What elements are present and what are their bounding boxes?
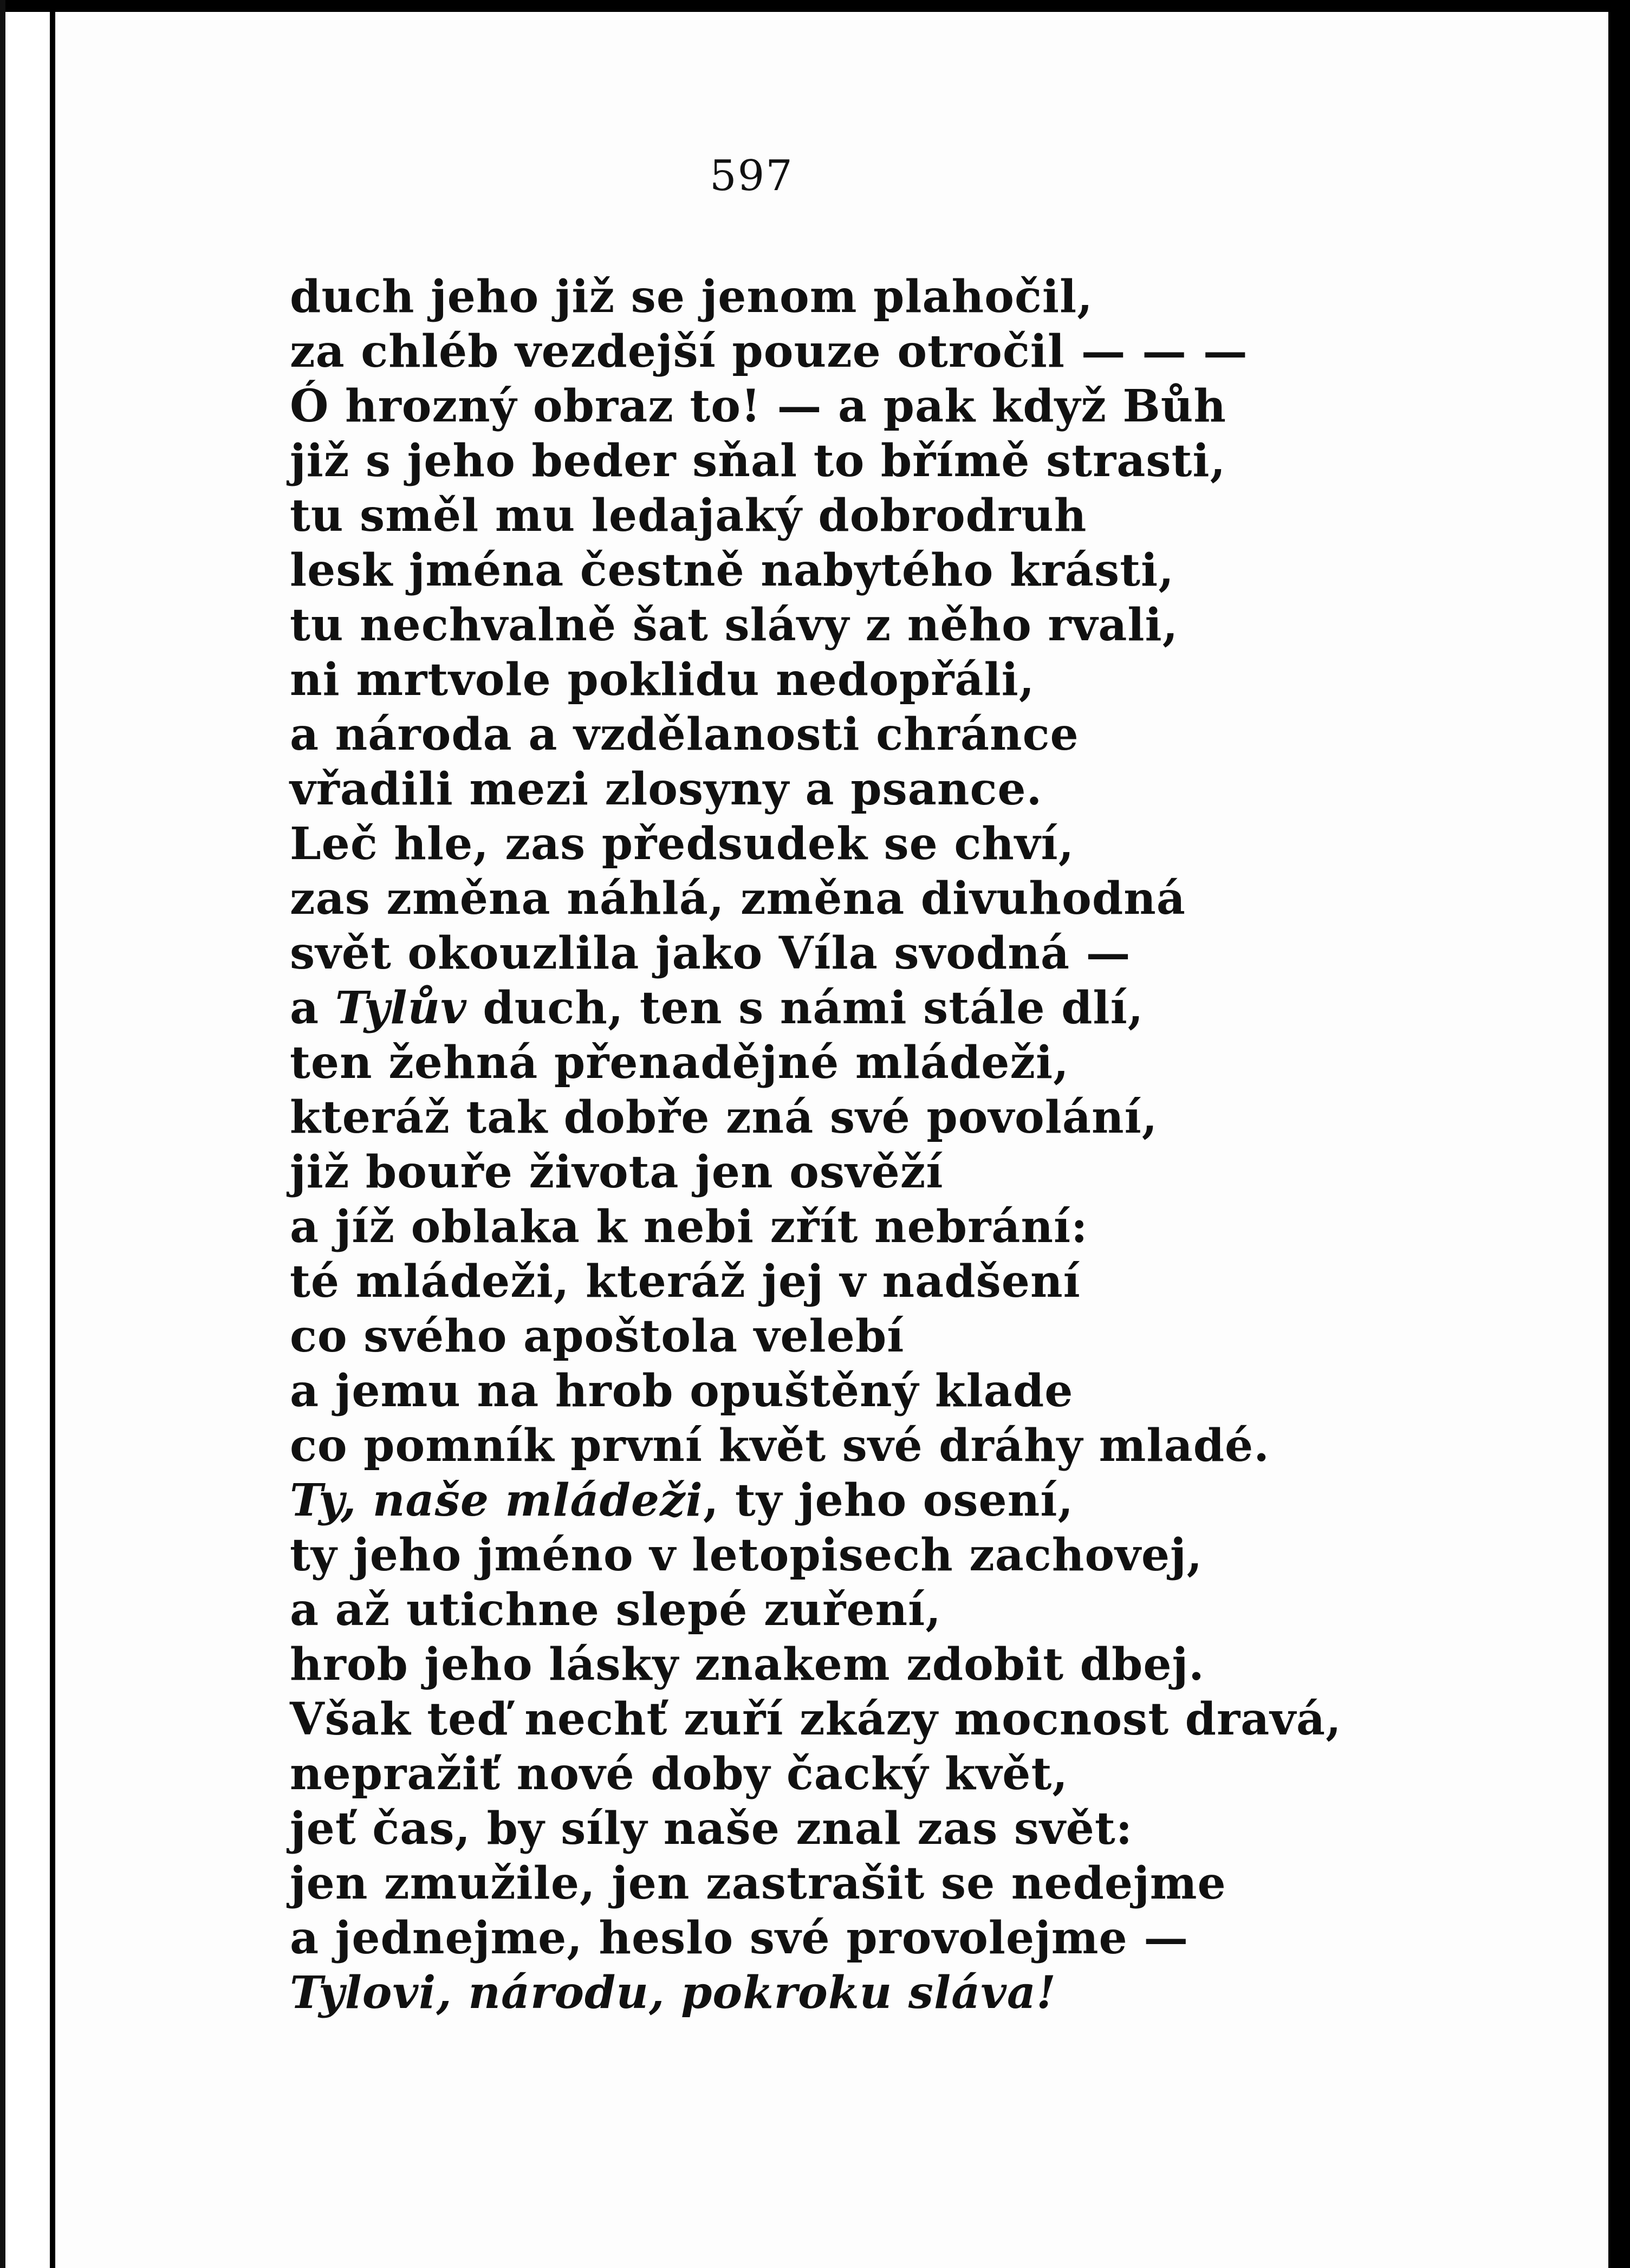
poem-line-segment: Ó hrozný obraz to! — a pak když Bůh [290,380,1226,432]
poem-line [290,1856,1342,1911]
poem-line-italic-segment: Tylův [335,982,467,1034]
poem-line-segment: Však teď nechť zuří zkázy mocnost dravá, [290,1693,1342,1745]
poem-line-segment: té mládeži, kteráž jej v nadšení [290,1256,1081,1308]
poem-line-segment: duch jeho již se jenom plahočil, [290,271,1093,323]
poem-line [290,1583,1342,1637]
poem-line [290,434,1342,489]
poem-line-segment: vřadili mezi zlosyny a psance. [290,763,1043,815]
poem-line [290,872,1342,926]
poem-line-segment: co pomník první květ své dráhy mladé. [290,1420,1270,1472]
poem-line [290,1309,1342,1364]
poem-line-segment: tu směl mu ledajaký dobrodruh [290,490,1087,542]
poem-line [290,543,1342,598]
poem-line [290,1473,1342,1528]
poem-line-segment: a jednejme, heslo své provolejme — [290,1912,1189,1964]
poem-line-segment: jen zmužile, jen zastrašit se nedejme [290,1857,1226,1909]
poem-line-segment: ty jeho jméno v letopisech zachovej, [290,1529,1203,1581]
poem-line-segment: , ty jeho osení, [703,1474,1074,1526]
book-gutter-line [50,12,55,2268]
poem-line [290,981,1342,1036]
poem-line-segment: duch, ten s námi stále dlí, [466,982,1144,1034]
scan-border-right [1608,0,1630,2268]
poem-line-segment: jeť čas, by síly naše znal zas svět: [290,1803,1133,1855]
poem-line-segment: zas změna náhlá, změna divuhodná [290,873,1186,925]
poem-line [290,270,1342,324]
poem-line [290,1090,1342,1145]
scan-border-left [0,0,5,2268]
poem-line [290,1036,1342,1090]
poem-text [290,270,1342,2020]
page-number: 597 [710,152,794,200]
poem-line-segment: svět okouzlila jako Víla svodná — [290,927,1131,979]
poem-line [290,489,1342,543]
poem-line-italic-segment: Ty, naše mládeži [290,1474,703,1526]
poem-line-segment: nepražiť nové doby čacký květ, [290,1748,1068,1800]
poem-line [290,762,1342,817]
poem-line-segment: a jemu na hrob opuštěný klade [290,1365,1074,1417]
poem-line [290,926,1342,981]
poem-line [290,1637,1342,1692]
poem-line-segment: ten žehná přenadějné mládeži, [290,1037,1069,1089]
poem-line [290,1145,1342,1200]
poem-line [290,1528,1342,1583]
poem-line [290,1364,1342,1419]
poem-line-segment: již s jeho beder sňal to břímě strasti, [290,435,1226,487]
poem-line-segment: kteráž tak dobře zná své povolání, [290,1091,1158,1143]
scan-border-top [0,0,1630,12]
poem-line [290,1747,1342,1802]
poem-line-segment: a [290,982,335,1034]
poem-line [290,653,1342,707]
poem-line [290,379,1342,434]
poem-line [290,1200,1342,1255]
poem-line [290,1802,1342,1856]
poem-line [290,1692,1342,1747]
poem-line-segment: a až utichne slepé zuření, [290,1584,941,1636]
poem-line-segment: ni mrtvole poklidu nedopřáli, [290,654,1035,706]
poem-line [290,1966,1342,2020]
poem-line [290,707,1342,762]
poem-line-segment: a jíž oblaka k nebi zřít nebrání: [290,1201,1088,1253]
poem-line-segment: tu nechvalně šat slávy z něho rvali, [290,599,1179,651]
poem-line [290,1911,1342,1966]
poem-line-segment: již bouře života jen osvěží [290,1146,944,1198]
poem-line-segment: a národa a vzdělanosti chránce [290,709,1079,761]
poem-line-segment: Leč hle, zas předsudek se chví, [290,818,1075,870]
poem-line [290,598,1342,653]
poem-line-segment: hrob jeho lásky znakem zdobit dbej. [290,1639,1205,1691]
poem-line [290,324,1342,379]
poem-line [290,817,1342,872]
poem-line [290,1419,1342,1473]
poem-line-segment: za chléb vezdejší pouze otročil — — — [290,326,1248,378]
poem-line-segment: lesk jména čestně nabytého krásti, [290,544,1174,596]
poem-line-italic-segment: Tylovi, národu, pokroku sláva! [290,1967,1057,2019]
poem-line-segment: co svého apoštola velebí [290,1310,905,1362]
poem-line [290,1255,1342,1309]
